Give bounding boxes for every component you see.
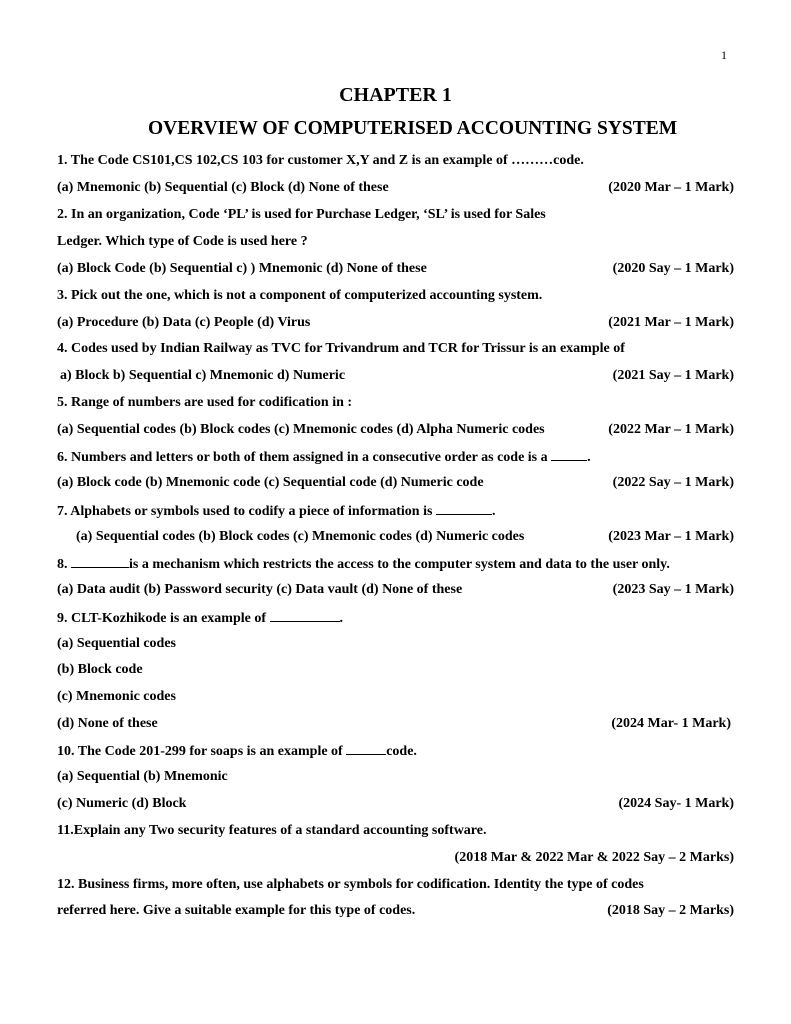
question-10-options-ab: (a) Sequential (b) Mnemonic [57,769,228,784]
question-2-line-2: Ledger. Which type of Code is used here ? [57,234,308,249]
question-6-options: (a) Block code (b) Mnemonic code (c) Sequential code (d) Numeric code [57,475,484,490]
answer-blank [346,742,386,755]
question-9-option-b: (b) Block code [57,662,143,677]
question-1-options: (a) Mnemonic (b) Sequential (c) Block (d) None of these [57,180,389,195]
question-4-options: a) Block b) Sequential c) Mnemonic d) Numeric [60,368,346,383]
question-12-line-1: 12. Business firms, more often, use alphabets or symbols for codification. Identity the type of codes [57,877,644,892]
question-9 [57,609,343,627]
question-7-end: . [491,504,496,519]
question-8-number: 8. [57,557,68,572]
answer-blank [270,609,340,622]
question-11-mark: (2018 Mar & 2022 Mar & 2022 Say – 2 Marks) [454,850,734,865]
question-9-end: . [339,611,343,626]
question-10-text: 10. The Code 201-299 for soaps is an example of [57,744,343,759]
answer-blank [551,448,587,461]
question-2-options: (a) Block Code (b) Sequential c) ) Mnemonic (d) None of these [57,261,427,276]
question-9-option-c: (c) Mnemonic codes [57,689,176,704]
question-10-mark: (2024 Say- 1 Mark) [618,796,734,811]
question-3-mark: (2021 Mar – 1 Mark) [608,315,734,330]
question-1-mark: (2020 Mar – 1 Mark) [608,180,734,195]
question-2-mark: (2020 Say – 1 Mark) [612,261,734,276]
question-6-text: 6. Numbers and letters or both of them assigned in a consecutive order as code is a [57,450,548,465]
question-7-text: 7. Alphabets or symbols used to codify a piece of information is [57,504,433,519]
question-9-text: 9. CLT-Kozhikode is an example of [57,611,266,626]
question-8-mark: (2023 Say – 1 Mark) [612,582,734,597]
question-4: 4. Codes used by Indian Railway as TVC for Trivandrum and TCR for Trissur is an example of [57,341,625,356]
question-9-mark: (2024 Mar- 1 Mark) [611,716,731,731]
question-5-options: (a) Sequential codes (b) Block codes (c) Mnemonic codes (d) Alpha Numeric codes [57,422,545,437]
answer-blank [71,555,129,568]
question-7 [57,502,495,520]
chapter-heading-text: CHAPTER 1 [339,84,452,106]
page-number: 1 [721,48,727,62]
question-5-mark: (2022 Mar – 1 Mark) [608,422,734,437]
question-6-mark: (2022 Say – 1 Mark) [612,475,734,490]
question-3: 3. Pick out the one, which is not a component of computerized accounting system. [57,288,543,303]
question-1: 1. The Code CS101,CS 102,CS 103 for customer X,Y and Z is an example of ………code. [57,153,584,168]
question-10 [57,742,417,760]
page-title: OVERVIEW OF COMPUTERISED ACCOUNTING SYSTEM [148,118,678,139]
question-10-end: code. [386,744,417,759]
question-8-text: is a mechanism which restricts the access to the computer system and data to the user only. [129,557,670,572]
question-2-line-1: 2. In an organization, Code ‘PL’ is used for Purchase Ledger, ‘SL’ is used for Sales [57,207,546,222]
question-4-mark: (2021 Say – 1 Mark) [612,368,734,383]
question-5: 5. Range of numbers are used for codification in : [57,395,353,410]
question-9-option-d: (d) None of these [57,716,158,731]
question-12-line-2: referred here. Give a suitable example for this type of codes. [57,903,416,918]
question-7-mark: (2023 Mar – 1 Mark) [608,529,734,544]
question-6-end: . [587,450,591,465]
question-10-options-cd: (c) Numeric (d) Block [57,796,187,811]
question-9-option-a: (a) Sequential codes [57,636,176,651]
question-7-options: (a) Sequential codes (b) Block codes (c) Mnemonic codes (d) Numeric codes [76,529,525,544]
question-12-mark: (2018 Say – 2 Marks) [607,903,734,918]
question-8-options: (a) Data audit (b) Password security (c) Data vault (d) None of these [57,582,463,597]
answer-blank [436,502,492,515]
question-3-options: (a) Procedure (b) Data (c) People (d) Virus [57,315,311,330]
question-8 [57,555,670,573]
question-6 [57,448,591,466]
question-11: 11.Explain any Two security features of a standard accounting software. [57,823,487,838]
chapter-heading [0,84,791,107]
